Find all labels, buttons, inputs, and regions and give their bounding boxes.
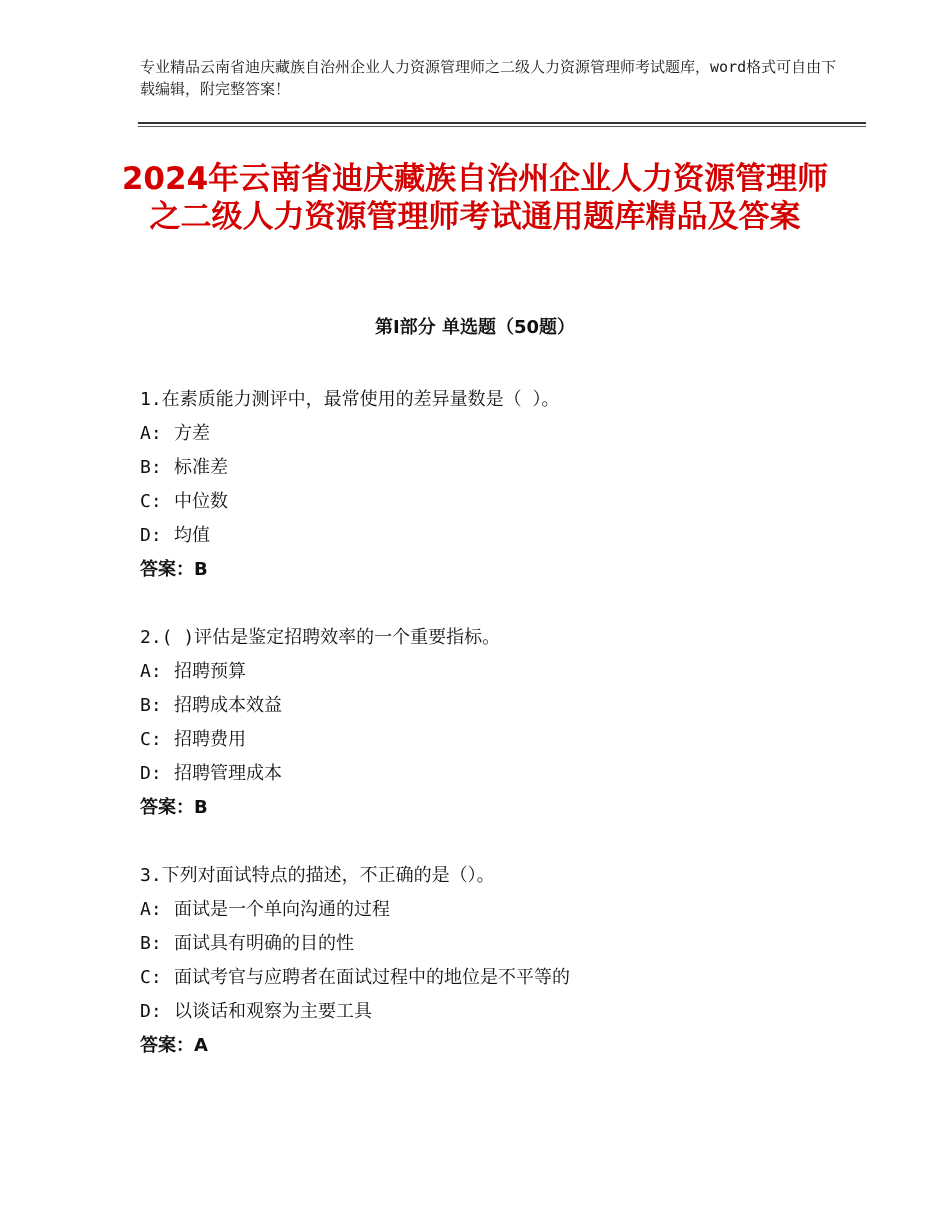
option-a bbox=[140, 893, 860, 927]
question-list bbox=[140, 383, 860, 1097]
option-key: C: bbox=[140, 491, 162, 512]
option-c bbox=[140, 723, 860, 757]
option-key: B: bbox=[140, 457, 162, 478]
question-stem: 2.( )评估是鉴定招聘效率的一个重要指标。 bbox=[140, 627, 501, 648]
header-divider-thin bbox=[138, 126, 866, 127]
option-key: A: bbox=[140, 423, 162, 444]
option-d bbox=[140, 757, 860, 791]
question-1 bbox=[140, 383, 860, 587]
option-key: D: bbox=[140, 763, 162, 784]
option-key: D: bbox=[140, 1001, 162, 1022]
question-stem: 1.在素质能力测评中，最常使用的差异量数是（ ）。 bbox=[140, 389, 560, 410]
question-2 bbox=[140, 621, 860, 825]
section-title: 第Ⅰ部分 单选题（50题） bbox=[374, 317, 575, 338]
document-title: 2024年云南省迪庆藏族自治州企业人力资源管理师之二级人力资源管理师考试通用题库精品及答案 bbox=[121, 161, 829, 235]
answer: 答案：B bbox=[140, 559, 208, 580]
option-c bbox=[140, 485, 860, 519]
option-text: 招聘成本效益 bbox=[174, 695, 282, 716]
question-3 bbox=[140, 859, 860, 1063]
option-key: C: bbox=[140, 967, 162, 988]
option-text: 招聘管理成本 bbox=[174, 763, 282, 784]
header-divider-thick bbox=[138, 122, 866, 124]
option-key: A: bbox=[140, 661, 162, 682]
option-d bbox=[140, 995, 860, 1029]
option-c bbox=[140, 961, 860, 995]
option-text: 招聘费用 bbox=[174, 729, 246, 750]
option-text: 均值 bbox=[174, 525, 210, 546]
answer: 答案：B bbox=[140, 797, 208, 818]
option-b bbox=[140, 927, 860, 961]
option-key: B: bbox=[140, 695, 162, 716]
option-text: 面试考官与应聘者在面试过程中的地位是不平等的 bbox=[174, 967, 570, 988]
option-key: C: bbox=[140, 729, 162, 750]
option-text: 招聘预算 bbox=[174, 661, 246, 682]
option-key: A: bbox=[140, 899, 162, 920]
option-b bbox=[140, 689, 860, 723]
option-text: 中位数 bbox=[174, 491, 228, 512]
option-b bbox=[140, 451, 860, 485]
option-a bbox=[140, 655, 860, 689]
option-d bbox=[140, 519, 860, 553]
option-text: 标准差 bbox=[174, 457, 228, 478]
answer: 答案：A bbox=[140, 1035, 208, 1056]
option-key: D: bbox=[140, 525, 162, 546]
header-note: 专业精品云南省迪庆藏族自治州企业人力资源管理师之二级人力资源管理师考试题库，word格式可自由下载编辑，附完整答案！ bbox=[140, 58, 837, 98]
option-a bbox=[140, 417, 860, 451]
option-text: 以谈话和观察为主要工具 bbox=[174, 1001, 372, 1022]
option-key: B: bbox=[140, 933, 162, 954]
option-text: 面试具有明确的目的性 bbox=[174, 933, 354, 954]
question-stem: 3.下列对面试特点的描述，不正确的是（）。 bbox=[140, 865, 495, 886]
option-text: 方差 bbox=[174, 423, 210, 444]
option-text: 面试是一个单向沟通的过程 bbox=[174, 899, 390, 920]
